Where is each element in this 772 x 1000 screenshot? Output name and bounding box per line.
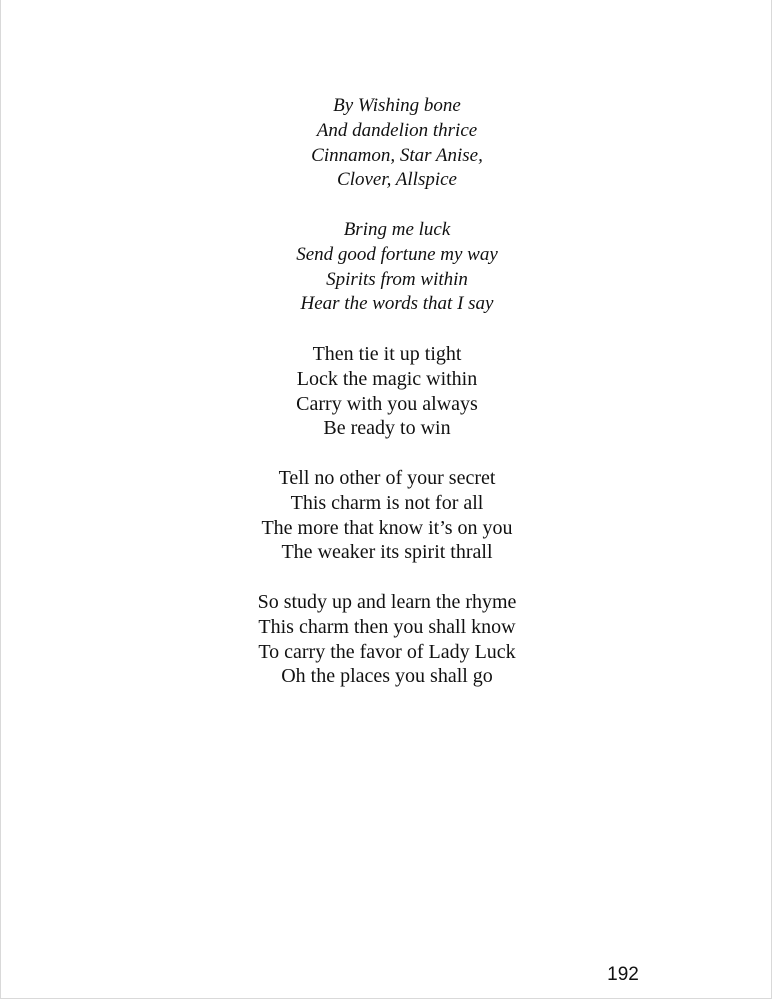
- poem-line: Send good fortune my way: [296, 243, 498, 265]
- poem-line: And dandelion thrice: [316, 119, 478, 141]
- poem-line: Lock the magic within: [296, 367, 478, 390]
- poem-stanza-5: [1, 590, 772, 689]
- poem-line: The weaker its spirit thrall: [281, 541, 493, 564]
- poem-line: Oh the places you shall go: [281, 665, 493, 688]
- poem-line: Bring me luck: [343, 219, 451, 240]
- poem-stanza-3: [1, 342, 772, 441]
- poem-line: Clover, Allspice: [337, 169, 457, 191]
- poem-line: Tell no other of your secret: [278, 467, 496, 489]
- poem-line: Be ready to win: [323, 417, 451, 440]
- page-number: 192: [607, 964, 639, 985]
- poem-stanza-4: [1, 466, 772, 565]
- poem-line: This charm then you shall know: [258, 615, 516, 638]
- poem-line: Hear the words that I say: [300, 293, 494, 315]
- poem-line: The more that know it’s on you: [261, 516, 513, 539]
- poem-line: Then tie it up tight: [312, 343, 462, 365]
- poem-line: Spirits from within: [326, 268, 468, 290]
- poem-line: To carry the favor of Lady Luck: [258, 640, 516, 663]
- poem-line: This charm is not for all: [290, 491, 484, 514]
- poem-line: Carry with you always: [296, 392, 478, 415]
- poem-stanza-2: [11, 218, 772, 317]
- poem-line: Cinnamon, Star Anise,: [311, 144, 483, 166]
- poem-line: So study up and learn the rhyme: [257, 591, 517, 613]
- poem-stanza-1: [11, 94, 772, 193]
- poem-line: By Wishing bone: [333, 95, 461, 116]
